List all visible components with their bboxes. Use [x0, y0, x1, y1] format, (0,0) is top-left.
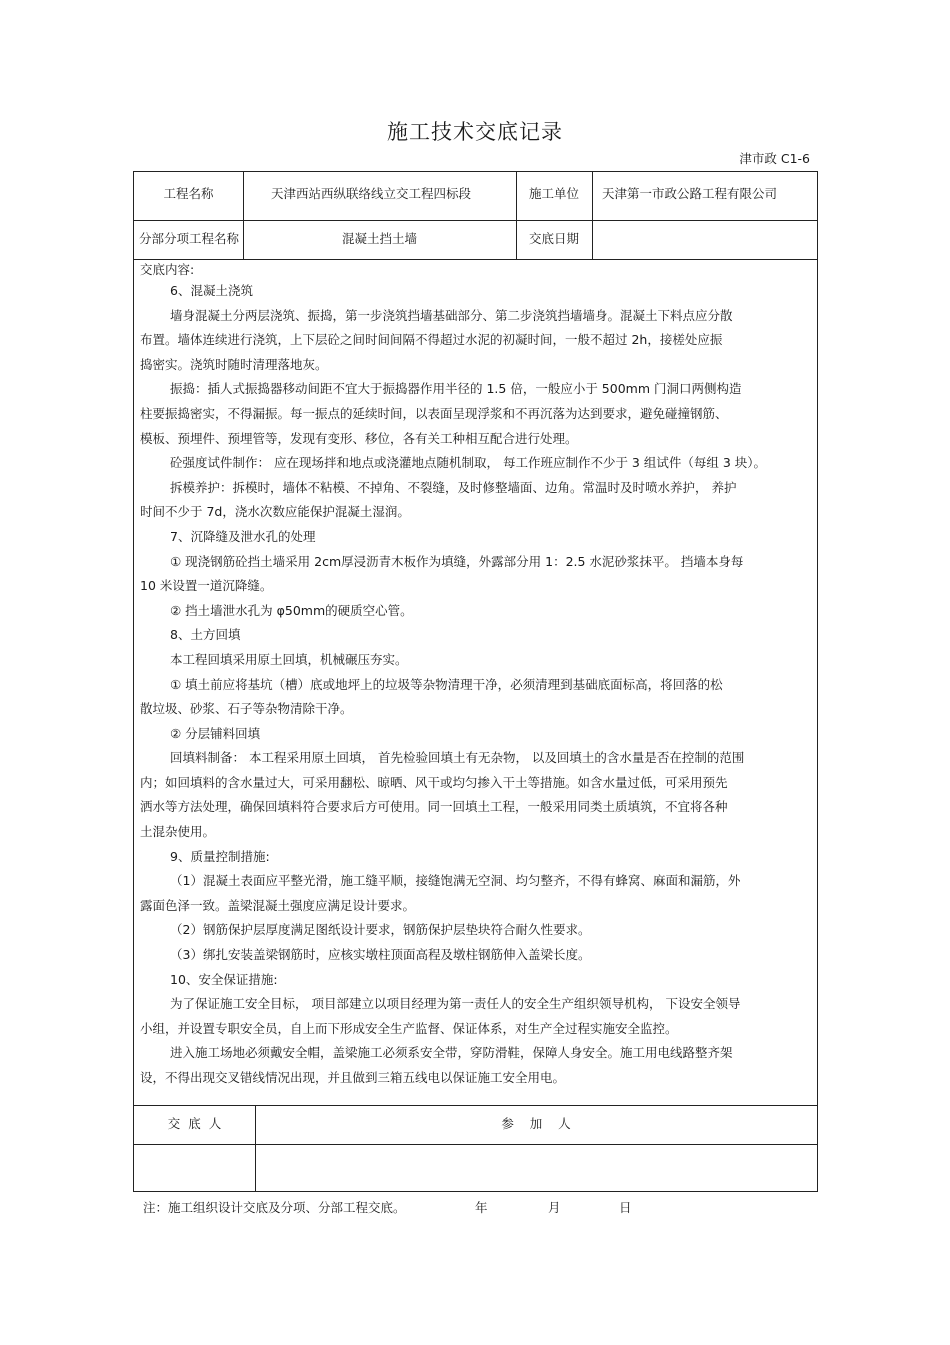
- content-line: 柱要振捣密实，不得漏振。每一振点的延续时间，以表面呈现浮浆和不再沉落为达到要求，避免碰撞钢筋、: [140, 405, 728, 421]
- footer-note: 注：施工组织设计交底及分项、分部工程交底。: [143, 1200, 406, 1215]
- content-line: （2）钢筋保护层厚度满足图纸设计要求，钢筋保护层垫块符合耐久性要求。: [170, 922, 591, 938]
- content-line: 布置。墙体连续进行浇筑，上下层砼之间时间间隔不得超过水泥的初凝时间，一般不超过 2h，接槎处应振: [140, 332, 723, 348]
- content-line: 土混杂使用。: [140, 824, 216, 840]
- content-line: （3）绑扎安装盖梁钢筋时，应核实墩柱顶面高程及墩柱钢筋伸入盖梁长度。: [170, 947, 591, 963]
- disclosure-content: [140, 261, 809, 1091]
- content-line: ① 现浇钢筋砼挡土墙采用 2cm厚浸沥青木板作为填缝，外露部分用 1：2.5 水泥砂浆抹平。 挡墙本身每: [170, 553, 744, 569]
- record-table: [133, 171, 818, 1192]
- project-name-label: 工程名称: [163, 186, 214, 201]
- sub-project-label: 分部分项工程名称: [139, 231, 240, 246]
- project-name-value: 天津西站西纵联络线立交工程四标段: [271, 186, 472, 201]
- footer-month: 月: [548, 1200, 561, 1215]
- content-line: 露面色泽一致。盖梁混凝土强度应满足设计要求。: [140, 897, 416, 913]
- content-line: 回填料制备： 本工程采用原土回填， 首先检验回填土有无杂物， 以及回填土的含水量是否在控制的范围: [170, 750, 745, 766]
- content-line: 模板、预埋件、预埋管等，发现有变形、移位，各有关工种相互配合进行处理。: [140, 430, 578, 446]
- content-line: 砼强度试件制作： 应在现场拌和地点或浇灌地点随机制取， 每工作班应制作不少于 3 组试件（每组 3 块）。: [170, 455, 766, 471]
- section-heading: 6、混凝土浇筑: [170, 283, 253, 298]
- content-line: （1）混凝土表面应平整光滑，施工缝平顺，接缝饱满无空洞、均匀整齐，不得有蜂窝、麻面和漏筋，外: [170, 873, 741, 889]
- content-line: 10 米设置一道沉降缝。: [140, 578, 273, 594]
- content-line: 进入施工场地必须戴安全帽，盖梁施工必须系安全带，穿防滑鞋，保障人身安全。施工用电线路整齐架: [170, 1045, 733, 1061]
- footer-day: 日: [619, 1200, 632, 1215]
- content-line: ② 分层铺料回填: [170, 725, 261, 741]
- content-line: 内；如回填料的含水量过大，可采用翻松、晾晒、风干或均匀掺入干土等措施。如含水量过低，可采用预先: [140, 774, 728, 790]
- content-line: 洒水等方法处理，确保回填料符合要求后方可使用。同一回填土工程，一般采用同类土质填筑，不宜将各种: [140, 799, 728, 815]
- content-line: 时间不少于 7d，浇水次数应能保护混凝土湿润。: [140, 504, 410, 520]
- content-label: 交底内容:: [140, 262, 195, 277]
- content-line: ① 填土前应将基坑（槽）底或地坪上的垃圾等杂物清理干净，必须清理到基础底面标高，将回落的松: [170, 676, 723, 692]
- content-line: 墙身混凝土分两层浇筑、振捣，第一步浇筑挡墙基础部分、第二步浇筑挡墙墙身。混凝土下料点应分散: [170, 307, 733, 323]
- section-heading: 7、沉降缝及泄水孔的处理: [170, 528, 316, 544]
- form-code: 津市政 C1-6: [739, 151, 810, 166]
- content-line: ② 挡土墙泄水孔为 φ50mm的硬质空心管。: [170, 602, 413, 618]
- construction-unit-label: 施工单位: [528, 186, 579, 201]
- row-divider: [134, 259, 817, 260]
- column-divider: [592, 172, 593, 259]
- content-line: 拆模养护：拆模时，墙体不粘模、不掉角、不裂缝，及时修整墙面、边角。常温时及时喷水养护， 养护: [170, 479, 737, 495]
- participants-label: 参 加 人: [501, 1116, 571, 1131]
- sub-project-value: 混凝土挡土墙: [341, 231, 417, 246]
- document-title: 施工技术交底记录: [387, 120, 563, 144]
- section-heading: 9、质量控制措施:: [170, 848, 270, 864]
- content-line: 为了保证施工安全目标， 项目部建立以项目经理为第一责任人的安全生产组织领导机构， 下设安全领导: [170, 996, 741, 1012]
- section-heading: 8、土方回填: [170, 627, 241, 643]
- presenter-label: 交 底 人: [167, 1116, 222, 1131]
- date-label: 交底日期: [528, 231, 579, 246]
- content-line: 小组，并设置专职安全员，自上而下形成安全生产监督、保证体系，对生产全过程实施安全监控。: [140, 1020, 678, 1036]
- construction-unit-value: 天津第一市政公路工程有限公司: [602, 186, 778, 201]
- row-divider: [134, 1144, 817, 1145]
- footer-year: 年: [475, 1200, 488, 1215]
- section-heading: 10、安全保证措施:: [170, 971, 278, 987]
- content-line: 振捣：插人式振捣器移动间距不宜大于振捣器作用半径的 1.5 倍，一般应小于 500mm 门洞口两侧构造: [170, 381, 742, 397]
- content-line: 本工程回填采用原土回填，机械碾压夯实。: [170, 651, 408, 667]
- content-line: 散垃圾、砂浆、石子等杂物清除干净。: [140, 701, 353, 717]
- content-line: 捣密实。浇筑时随时清理落地灰。: [140, 356, 328, 372]
- row-divider: [134, 220, 817, 221]
- content-line: 设，不得出现交叉错线情况出现，并且做到三箱五线电以保证施工安全用电。: [140, 1070, 566, 1085]
- row-divider: [134, 1105, 817, 1106]
